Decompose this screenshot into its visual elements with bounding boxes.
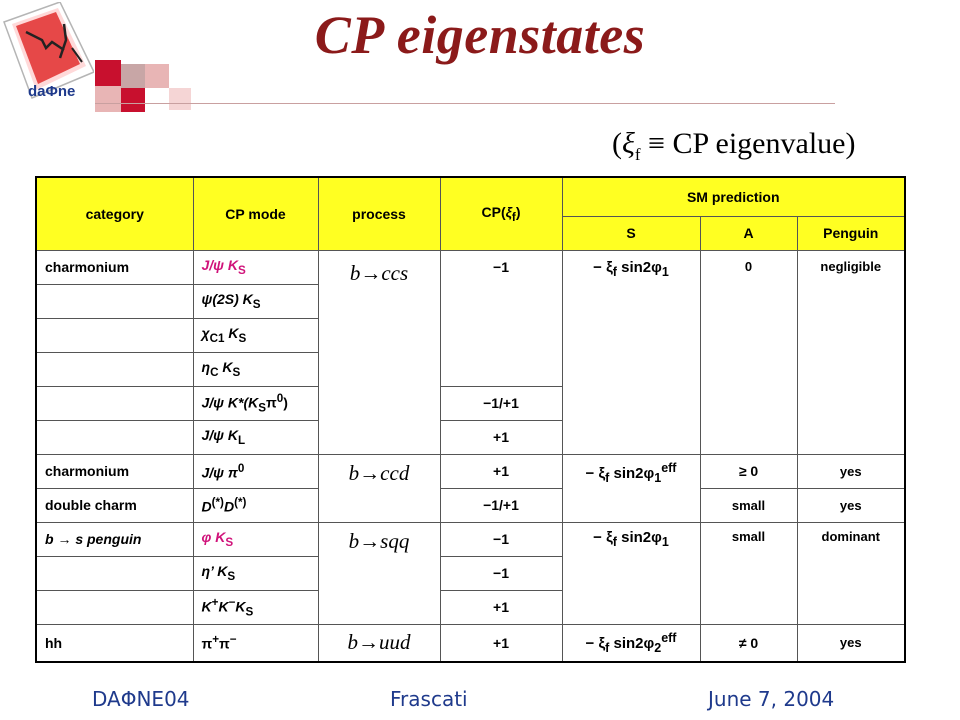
- slide-subtitle: ($\xi_f$ ≡ CP eigenvalue): [612, 127, 856, 164]
- process-cell: b→uud: [318, 624, 440, 662]
- mode-cell: $K^+K^-K_S$: [193, 590, 318, 624]
- penguin-cell: yes: [797, 624, 905, 662]
- footer: [0, 687, 960, 717]
- deco-line: [95, 103, 835, 104]
- cp-cell: −1: [440, 556, 562, 590]
- footer-right: June 7, 2004: [708, 687, 835, 711]
- cp-cell: −1: [440, 522, 562, 556]
- category-cell: [36, 420, 193, 454]
- s-prediction-cell: − $\xi_f$ $\sin 2\varphi_1$: [562, 522, 700, 624]
- header-a: A: [700, 216, 797, 250]
- table-row: [36, 624, 905, 662]
- cp-cell: +1: [440, 454, 562, 488]
- a-prediction-cell: ≠ 0: [700, 624, 797, 662]
- mode-cell: J/ψ $\pi^0$: [193, 454, 318, 488]
- cp-cell: −1/+1: [440, 386, 562, 420]
- header-s: S: [562, 216, 700, 250]
- category-cell: [36, 590, 193, 624]
- table-row: [36, 250, 905, 284]
- mode-cell: $\chi_{C1}$ $K_S$: [193, 318, 318, 352]
- mode-cell: φ $K_S$: [193, 522, 318, 556]
- header-row: [36, 177, 905, 216]
- cp-eigenstates-table: [35, 176, 906, 663]
- table-row: [36, 522, 905, 556]
- category-cell: [36, 284, 193, 318]
- header-category: category: [36, 177, 193, 250]
- mode-cell: $\eta_C$ $K_S$: [193, 352, 318, 386]
- a-prediction-cell: 0: [700, 250, 797, 454]
- mode-cell: π+π−: [193, 624, 318, 662]
- footer-left: DAΦNE04: [92, 687, 190, 711]
- deco-square: [95, 86, 121, 112]
- mode-cell: J/ψ $K_L$: [193, 420, 318, 454]
- category-cell: [36, 352, 193, 386]
- category-cell: [36, 556, 193, 590]
- table-row: [36, 454, 905, 488]
- header-sm-prediction: SM prediction: [562, 177, 905, 216]
- deco-square: [121, 88, 145, 112]
- category-cell: double charm: [36, 488, 193, 522]
- process-cell: b→ccs: [318, 250, 440, 454]
- deco-square: [145, 64, 169, 88]
- a-prediction-cell: ≥ 0: [700, 454, 797, 488]
- mode-cell: J/ψ $K_S$: [193, 250, 318, 284]
- penguin-cell: yes: [797, 454, 905, 488]
- a-prediction-cell: small: [700, 488, 797, 522]
- header-cp-mode: CP mode: [193, 177, 318, 250]
- s-prediction-cell: − $\xi_f$ $\sin 2\varphi_2^{eff}$: [562, 624, 700, 662]
- process-cell: b→sqq: [318, 522, 440, 624]
- cp-cell: −1/+1: [440, 488, 562, 522]
- penguin-cell: negligible: [797, 250, 905, 454]
- s-prediction-cell: − $\xi_f$ $\sin 2\varphi_1^{eff}$: [562, 454, 700, 522]
- cp-cell: +1: [440, 420, 562, 454]
- slide-title: CP eigenstates: [314, 5, 646, 65]
- mode-cell: η’ $K_S$: [193, 556, 318, 590]
- a-prediction-cell: small: [700, 522, 797, 624]
- category-cell: [36, 318, 193, 352]
- category-cell: b → s penguin: [36, 522, 193, 556]
- process-cell: b→ccd: [318, 454, 440, 522]
- svg-text:daΦne: daΦne: [28, 83, 76, 100]
- deco-square: [169, 88, 191, 110]
- category-cell: charmonium: [36, 250, 193, 284]
- header-cp: $CP(\xi_f)$: [440, 177, 562, 250]
- category-cell: charmonium: [36, 454, 193, 488]
- table-row: [36, 488, 905, 522]
- cp-cell: −1: [440, 250, 562, 386]
- mode-cell: D(*)D(*): [193, 488, 318, 522]
- mode-cell: ψ(2S) $K_S$: [193, 284, 318, 318]
- category-cell: hh: [36, 624, 193, 662]
- penguin-cell: dominant: [797, 522, 905, 624]
- s-prediction-cell: − $\xi_f$ $\sin 2\varphi_1$: [562, 250, 700, 454]
- header-process: process: [318, 177, 440, 250]
- mode-cell: J/ψ $K*(K_S\pi^0)$: [193, 386, 318, 420]
- cp-cell: +1: [440, 624, 562, 662]
- category-cell: [36, 386, 193, 420]
- deco-square: [121, 64, 145, 88]
- cp-cell: +1: [440, 590, 562, 624]
- header-penguin: Penguin: [797, 216, 905, 250]
- footer-middle: Frascati: [390, 687, 468, 711]
- penguin-cell: yes: [797, 488, 905, 522]
